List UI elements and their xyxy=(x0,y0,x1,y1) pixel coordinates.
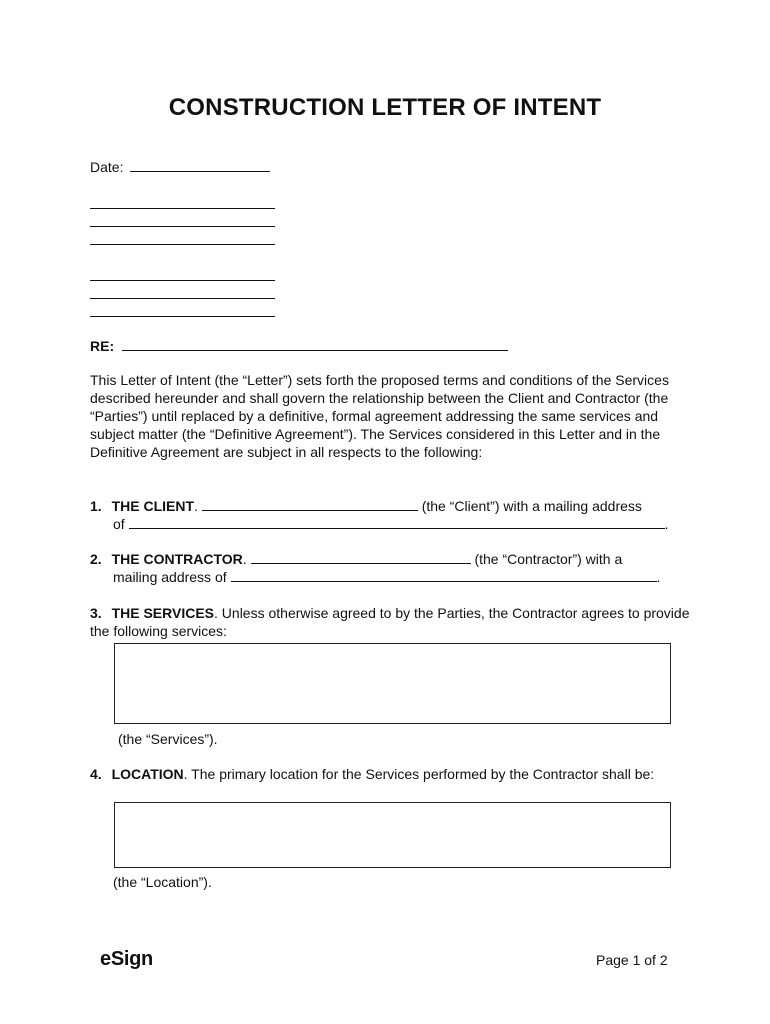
section-number: 1. xyxy=(90,498,102,514)
section-contractor: 2. THE CONTRACTOR. (the “Contractor”) with a xyxy=(90,551,623,567)
line-end: . xyxy=(664,516,669,532)
sender-line-2[interactable] xyxy=(90,298,275,299)
section-heading: LOCATION xyxy=(111,766,184,782)
section-text: (the “Contractor”) with a xyxy=(474,551,623,567)
re-row xyxy=(90,337,508,355)
client-address-field[interactable] xyxy=(129,528,665,529)
section-services xyxy=(90,604,690,640)
contractor-address-field[interactable] xyxy=(231,581,657,582)
section-text: . The primary location for the Services performed by the Contractor shall be: xyxy=(183,766,655,782)
contractor-name-field[interactable] xyxy=(251,563,471,564)
date-label: Date: xyxy=(90,159,124,175)
sender-line-1[interactable] xyxy=(90,280,275,281)
re-field[interactable] xyxy=(122,350,508,351)
date-field[interactable] xyxy=(130,171,270,172)
section-text: (the “Client”) with a mailing address xyxy=(421,498,642,514)
esign-logo: eSign xyxy=(100,948,153,970)
section-number: 2. xyxy=(90,551,102,567)
section-client-line2 xyxy=(113,515,693,533)
recipient-line-1[interactable] xyxy=(90,208,275,209)
line-end: . xyxy=(656,569,661,585)
date-row xyxy=(90,158,270,176)
services-textbox[interactable] xyxy=(114,643,671,724)
location-after-box: (the “Location”). xyxy=(113,874,212,890)
section-client: 1. THE CLIENT. (the “Client”) with a mailing address xyxy=(90,498,642,514)
location-textbox[interactable] xyxy=(114,802,671,868)
section-line2-prefix: mailing address of xyxy=(113,569,227,585)
section-location xyxy=(90,765,690,783)
recipient-line-3[interactable] xyxy=(90,244,275,245)
section-line2-prefix: of xyxy=(113,516,125,532)
sender-line-3[interactable] xyxy=(90,316,275,317)
section-number: 4. xyxy=(90,766,102,782)
page-number: Page 1 of 2 xyxy=(596,952,668,968)
section-number: 3. xyxy=(90,605,102,621)
recipient-line-2[interactable] xyxy=(90,226,275,227)
re-label: RE: xyxy=(90,338,115,354)
client-name-field[interactable] xyxy=(202,510,418,511)
services-after-box: (the “Services”). xyxy=(118,731,218,747)
intro-paragraph: This Letter of Intent (the “Letter”) sets forth the proposed terms and conditions of the Services described hereunder and shall govern the relationship between the Client and Contractor (the “Parties”) until replaced by a definitive, formal agreement addressing the same services and subject matter (the “Definitive Agreement”). The Services considered in this Letter and in the Definitive Agreement are subject in all respects to the following: xyxy=(90,372,669,460)
section-contractor-line2 xyxy=(113,568,693,586)
section-heading: THE SERVICES xyxy=(111,605,215,621)
document-title: CONSTRUCTION LETTER OF INTENT xyxy=(168,94,602,121)
section-text: . Unless otherwise agreed to by the Parties, the Contractor agrees to provide the following services: xyxy=(90,605,690,639)
section-heading: THE CONTRACTOR xyxy=(111,551,243,567)
section-heading: THE CLIENT xyxy=(111,498,195,514)
